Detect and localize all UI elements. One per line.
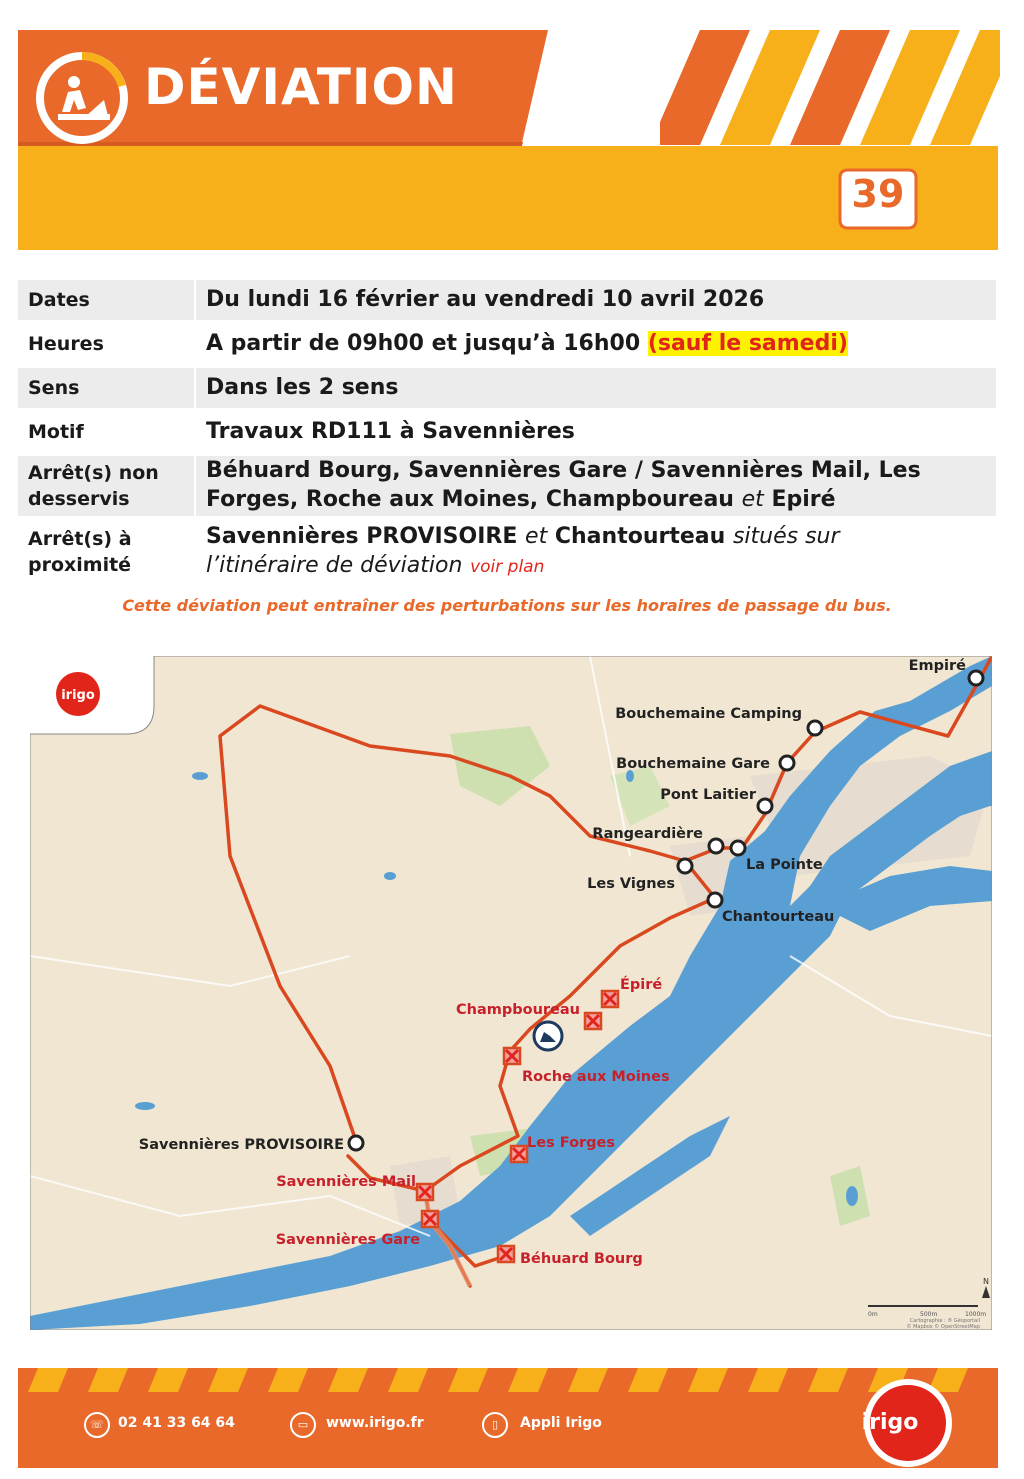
north-arrow: N bbox=[983, 1277, 989, 1286]
row-dates bbox=[18, 280, 996, 320]
phone-icon: ☏ bbox=[84, 1412, 110, 1438]
page-title: DÉVIATION bbox=[144, 58, 458, 116]
stop-label-pont-laitier: Pont Laitier bbox=[660, 787, 756, 803]
closed-label-champboureau: Champboureau bbox=[456, 1002, 580, 1018]
footer-phone[interactable]: 02 41 33 64 64 bbox=[118, 1415, 235, 1431]
closed-label-savennieres-gare: Savennières Gare bbox=[275, 1232, 420, 1248]
stops-not-served-and: et bbox=[741, 487, 764, 512]
row-hours bbox=[18, 324, 996, 364]
nearby-stop-2: Chantourteau bbox=[554, 524, 726, 549]
row-nearby-stops bbox=[18, 520, 996, 582]
nearby-stops-line-2: l’itinéraire de déviation bbox=[206, 553, 463, 578]
stops-not-served-label-1: Arrêt(s) non bbox=[28, 462, 159, 484]
nearby-stops-label-1: Arrêt(s) à bbox=[28, 528, 132, 550]
stop-label-les-vignes: Les Vignes bbox=[587, 876, 675, 892]
nearby-stops-label-2: proximité bbox=[28, 554, 132, 576]
direction-label: Sens bbox=[28, 377, 80, 399]
closed-label-roche-aux-moines: Roche aux Moines bbox=[522, 1069, 670, 1085]
stop-label-bouchemaine-gare: Bouchemaine Gare bbox=[616, 756, 770, 772]
stops-not-served-label-2: desservis bbox=[28, 488, 130, 510]
nearby-stops-and: et bbox=[525, 524, 548, 549]
deviation-map bbox=[30, 656, 992, 1330]
row-reason bbox=[18, 412, 996, 452]
stop-label-empire: Empiré bbox=[908, 658, 966, 674]
scale-500: 500m bbox=[920, 1311, 938, 1318]
row-stops-not-served bbox=[18, 456, 996, 516]
footer-brand-logo: irigo bbox=[861, 1410, 919, 1435]
stops-not-served-line-2: Forges, Roche aux Moines, Champboureau bbox=[206, 487, 734, 512]
stop-label-rangeardiere: Rangeardière bbox=[592, 826, 703, 842]
hours-value: A partir de 09h00 et jusqu’à 16h00 bbox=[206, 331, 641, 356]
map-credits-1: Cartographie : ® Géoportail bbox=[909, 1318, 980, 1324]
reason-label: Motif bbox=[28, 421, 84, 443]
closed-label-behuard-bourg: Béhuard Bourg bbox=[520, 1251, 643, 1267]
closed-label-epire: Épiré bbox=[620, 977, 663, 993]
nearby-stops-suffix: situés sur bbox=[732, 524, 840, 549]
hours-label: Heures bbox=[28, 333, 104, 355]
stop-label-la-pointe: La Pointe bbox=[746, 857, 823, 873]
roadworks-icon bbox=[34, 50, 130, 146]
hours-exception: (sauf le samedi) bbox=[647, 331, 848, 356]
footer-app[interactable]: Appli Irigo bbox=[520, 1415, 602, 1431]
web-icon: ▭ bbox=[290, 1412, 316, 1438]
header-stripes bbox=[660, 30, 1000, 145]
stops-not-served-line-1: Béhuard Bourg, Savennières Gare / Savennières Mail, Les bbox=[206, 458, 921, 483]
reason-value: Travaux RD111 à Savennières bbox=[206, 419, 575, 444]
mobile-app-icon: ▯ bbox=[482, 1412, 508, 1438]
scale-1000: 1000m bbox=[965, 1311, 987, 1318]
line-number: 39 bbox=[851, 172, 905, 216]
dates-value: Du lundi 16 février au vendredi 10 avril 2026 bbox=[206, 287, 765, 312]
footer-website[interactable]: www.irigo.fr bbox=[326, 1415, 424, 1431]
dates-label: Dates bbox=[28, 289, 90, 311]
stop-label-bouchemaine-camping: Bouchemaine Camping bbox=[615, 706, 802, 722]
stop-label-savennieres-provisoire: Savennières PROVISOIRE bbox=[138, 1137, 344, 1153]
see-map-link[interactable]: voir plan bbox=[470, 557, 545, 577]
nearby-stop-1: Savennières PROVISOIRE bbox=[206, 524, 518, 549]
map-credits-2: © Mapbox © OpenStreetMap bbox=[906, 1324, 980, 1330]
stops-not-served-last: Epiré bbox=[771, 487, 836, 512]
irigo-map-logo bbox=[56, 672, 100, 716]
scale-0: 0m bbox=[868, 1311, 878, 1318]
disruption-note: Cette déviation peut entraîner des perturbations sur les horaires de passage du bus. bbox=[122, 596, 892, 615]
closed-label-les-forges: Les Forges bbox=[527, 1135, 616, 1151]
row-direction bbox=[18, 368, 996, 408]
closed-label-savennieres-mail: Savennières Mail bbox=[276, 1174, 416, 1190]
map-logo-text: irigo bbox=[61, 688, 95, 703]
direction-value: Dans les 2 sens bbox=[206, 375, 399, 400]
stop-label-chantourteau: Chantourteau bbox=[722, 909, 835, 925]
